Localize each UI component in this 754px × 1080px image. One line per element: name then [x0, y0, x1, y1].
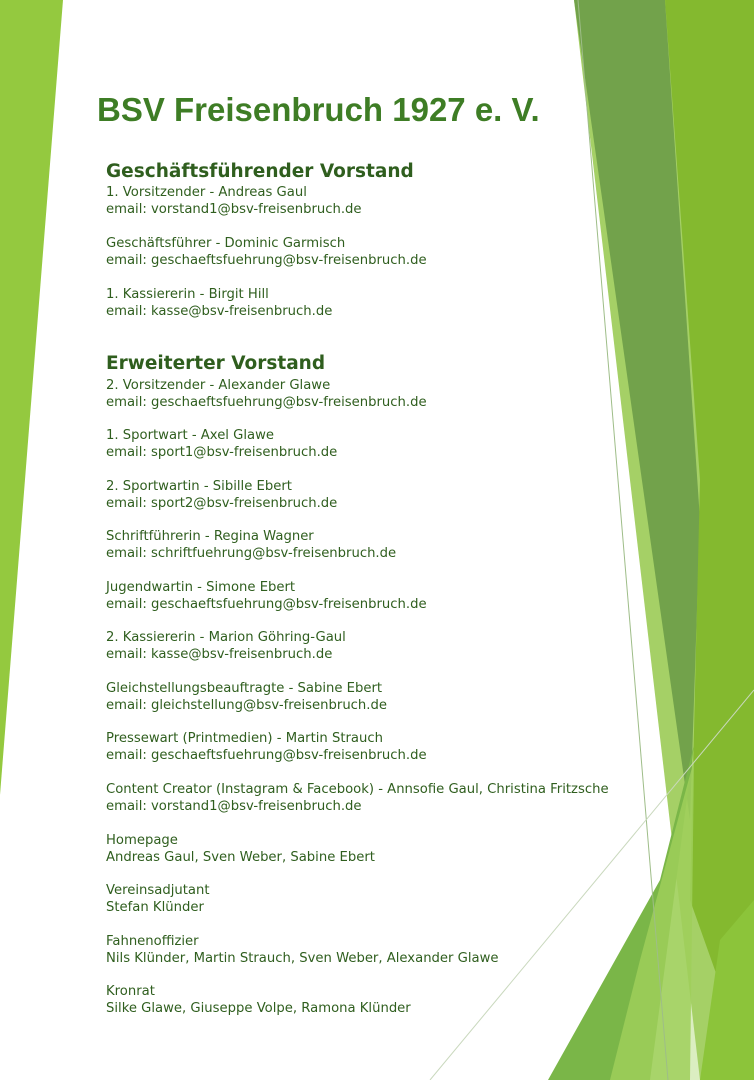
entry-contact: email: geschaeftsfuehrung@bsv-freisenbruch.de: [106, 253, 427, 268]
entry-role: Homepage: [106, 833, 178, 848]
entry-contact: email: gleichstellung@bsv-freisenbruch.de: [106, 698, 387, 713]
entry-role: Jugendwartin - Simone Ebert: [106, 580, 296, 595]
entry-role: 1. Sportwart - Axel Glawe: [106, 428, 275, 443]
entry-role: Fahnenoffizier: [106, 934, 199, 949]
entry-extended-12: [106, 933, 499, 967]
entry-extended-7: [106, 680, 387, 714]
entry-contact: email: geschaeftsfuehrung@bsv-freisenbruch.de: [106, 395, 427, 410]
entry-extended-13: [106, 983, 411, 1017]
page-title: BSV Freisenbruch 1927 e. V.: [97, 91, 540, 128]
entry-extended-3: [106, 478, 337, 512]
entry-extended-4: [106, 528, 396, 562]
entry-role: Vereinsadjutant: [106, 883, 210, 898]
entry-executive-2: [106, 235, 427, 269]
entry-role: Schriftführerin - Regina Wagner: [106, 529, 314, 544]
entry-contact: Andreas Gaul, Sven Weber, Sabine Ebert: [106, 850, 375, 865]
entry-contact: email: schriftfuehrung@bsv-freisenbruch.de: [106, 546, 397, 561]
entry-extended-2: [106, 427, 337, 461]
entry-contact: email: geschaeftsfuehrung@bsv-freisenbruch.de: [106, 748, 427, 763]
entry-contact: email: sport1@bsv-freisenbruch.de: [106, 445, 338, 460]
entry-contact: Nils Klünder, Martin Strauch, Sven Weber, Alexander Glawe: [106, 951, 499, 966]
entry-contact: Stefan Klünder: [106, 900, 204, 915]
entry-role: Content Creator (Instagram & Facebook) - Annsofie Gaul, Christina Fritzsche: [106, 782, 609, 797]
entry-extended-5: [106, 579, 427, 613]
entry-role: 2. Sportwartin - Sibille Ebert: [106, 479, 292, 494]
entry-role: Gleichstellungsbeauftragte - Sabine Ebert: [106, 681, 383, 696]
entry-contact: email: kasse@bsv-freisenbruch.de: [106, 647, 333, 662]
entry-executive-3: [106, 286, 332, 320]
entry-extended-10: [106, 832, 375, 866]
entry-contact: email: geschaeftsfuehrung@bsv-freisenbruch.de: [106, 597, 427, 612]
entry-extended-11: [106, 882, 210, 916]
entry-extended-9: [106, 781, 609, 815]
entry-role: 1. Kassiererin - Birgit Hill: [106, 287, 269, 302]
entry-extended-6: [106, 629, 346, 663]
entry-contact: email: vorstand1@bsv-freisenbruch.de: [106, 799, 362, 814]
entry-role: 2. Kassiererin - Marion Göhring-Gaul: [106, 630, 346, 645]
entry-role: Pressewart (Printmedien) - Martin Strauch: [106, 731, 383, 746]
entry-role: 2. Vorsitzender - Alexander Glawe: [106, 378, 331, 393]
section-heading-executive-board: Geschäftsführender Vorstand: [106, 161, 414, 182]
entry-extended-1: [106, 377, 427, 411]
entry-contact: email: sport2@bsv-freisenbruch.de: [106, 496, 338, 511]
entry-role: 1. Vorsitzender - Andreas Gaul: [106, 185, 307, 200]
entry-contact: email: kasse@bsv-freisenbruch.de: [106, 304, 333, 319]
entry-role: Geschäftsführer - Dominic Garmisch: [106, 236, 346, 251]
entry-extended-8: [106, 730, 427, 764]
section-heading-extended-board: Erweiterter Vorstand: [106, 353, 326, 374]
entry-contact: Silke Glawe, Giuseppe Volpe, Ramona Klünder: [106, 1001, 411, 1016]
entry-contact: email: vorstand1@bsv-freisenbruch.de: [106, 202, 362, 217]
entry-executive-1: [106, 184, 362, 218]
entry-role: Kronrat: [106, 984, 155, 999]
